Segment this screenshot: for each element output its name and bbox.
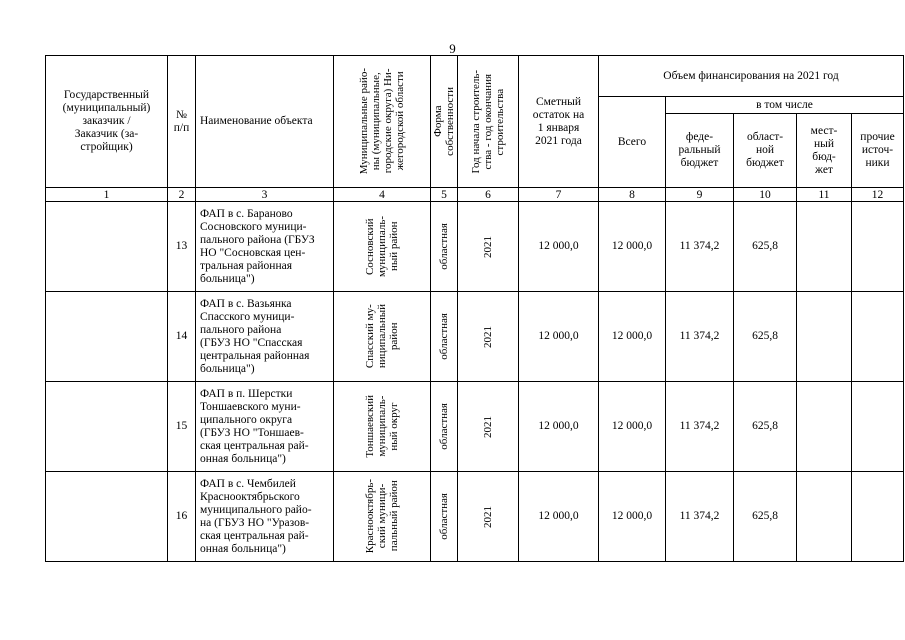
column-number: 10 bbox=[734, 188, 797, 202]
cell-ownership: областная bbox=[431, 292, 458, 382]
column-number: 6 bbox=[458, 188, 519, 202]
cell-federal: 11 374,2 bbox=[666, 472, 734, 562]
financing-table bbox=[45, 55, 904, 562]
cell-num: 13 bbox=[168, 202, 196, 292]
header-total: Всего bbox=[599, 97, 666, 188]
column-number: 1 bbox=[46, 188, 168, 202]
cell-object-name: ФАП в п. Шерстки Тоншаевского муни- ципального округа (ГБУЗ НО "Тоншаев- ская центральная рай- онная больница") bbox=[196, 382, 334, 472]
cell-year: 2021 bbox=[458, 292, 519, 382]
header-num: № п/п bbox=[168, 56, 196, 188]
column-number: 11 bbox=[797, 188, 852, 202]
table-row bbox=[46, 472, 904, 562]
column-number: 3 bbox=[196, 188, 334, 202]
column-number: 4 bbox=[334, 188, 431, 202]
cell-local bbox=[797, 382, 852, 472]
cell-other bbox=[852, 292, 904, 382]
header-districts: Муниципальные райо- ны (муниципальные, городские округа) Ни- жегородской области bbox=[334, 56, 431, 188]
cell-year: 2021 bbox=[458, 472, 519, 562]
table-row bbox=[46, 202, 904, 292]
column-number: 2 bbox=[168, 188, 196, 202]
header-regional: област- ной бюджет bbox=[734, 114, 797, 188]
header-row bbox=[46, 56, 904, 97]
cell-local bbox=[797, 472, 852, 562]
header-including: в том числе bbox=[666, 97, 904, 114]
cell-estimate: 12 000,0 bbox=[519, 292, 599, 382]
cell-num: 16 bbox=[168, 472, 196, 562]
cell-total: 12 000,0 bbox=[599, 382, 666, 472]
cell-other bbox=[852, 382, 904, 472]
cell-customer bbox=[46, 292, 168, 382]
cell-regional: 625,8 bbox=[734, 382, 797, 472]
header-customer: Государственный (муниципальный) заказчик / Заказчик (за- стройщик) bbox=[46, 56, 168, 188]
header-years: Год начала строитель- ства - год окончания строительства bbox=[458, 56, 519, 188]
cell-ownership: областная bbox=[431, 382, 458, 472]
table-row bbox=[46, 382, 904, 472]
cell-estimate: 12 000,0 bbox=[519, 382, 599, 472]
cell-federal: 11 374,2 bbox=[666, 382, 734, 472]
cell-regional: 625,8 bbox=[734, 292, 797, 382]
header-funding-volume: Объем финансирования на 2021 год bbox=[599, 56, 904, 97]
cell-total: 12 000,0 bbox=[599, 292, 666, 382]
header-ownership: Форма собственности bbox=[431, 56, 458, 188]
header-estimate: Сметный остаток на 1 января 2021 года bbox=[519, 56, 599, 188]
cell-local bbox=[797, 292, 852, 382]
cell-ownership: областная bbox=[431, 472, 458, 562]
cell-district: Тоншаевский муниципаль- ный округ bbox=[334, 382, 431, 472]
cell-total: 12 000,0 bbox=[599, 202, 666, 292]
cell-other bbox=[852, 202, 904, 292]
cell-customer bbox=[46, 382, 168, 472]
cell-local bbox=[797, 202, 852, 292]
cell-customer bbox=[46, 472, 168, 562]
table-row bbox=[46, 292, 904, 382]
column-number: 12 bbox=[852, 188, 904, 202]
cell-regional: 625,8 bbox=[734, 472, 797, 562]
cell-estimate: 12 000,0 bbox=[519, 472, 599, 562]
cell-object-name: ФАП в с. Бараново Сосновского муници- пального района (ГБУЗ НО "Сосновская цен- тральная районная больница") bbox=[196, 202, 334, 292]
cell-district: Спасский му- ниципальный район bbox=[334, 292, 431, 382]
cell-estimate: 12 000,0 bbox=[519, 202, 599, 292]
column-number: 8 bbox=[599, 188, 666, 202]
cell-num: 14 bbox=[168, 292, 196, 382]
header-object-name: Наименование объекта bbox=[196, 56, 334, 188]
cell-num: 15 bbox=[168, 382, 196, 472]
header-other: прочие источ- ники bbox=[852, 114, 904, 188]
cell-district: Сосновский муниципаль- ный район bbox=[334, 202, 431, 292]
cell-other bbox=[852, 472, 904, 562]
cell-district: Краснооктябрь- ский муници- пальный район bbox=[334, 472, 431, 562]
cell-federal: 11 374,2 bbox=[666, 292, 734, 382]
cell-year: 2021 bbox=[458, 382, 519, 472]
header-local: мест- ный бюд- жет bbox=[797, 114, 852, 188]
column-number: 7 bbox=[519, 188, 599, 202]
cell-customer bbox=[46, 202, 168, 292]
page-number: 9 bbox=[449, 41, 456, 56]
column-number-row bbox=[46, 188, 904, 202]
cell-year: 2021 bbox=[458, 202, 519, 292]
column-number: 5 bbox=[431, 188, 458, 202]
cell-object-name: ФАП в с. Вазьянка Спасского муници- пального района (ГБУЗ НО "Спасская центральная районная больница") bbox=[196, 292, 334, 382]
cell-ownership: областная bbox=[431, 202, 458, 292]
cell-regional: 625,8 bbox=[734, 202, 797, 292]
column-number: 9 bbox=[666, 188, 734, 202]
cell-total: 12 000,0 bbox=[599, 472, 666, 562]
cell-object-name: ФАП в с. Чембилей Краснооктябрьского муниципального райо- на (ГБУЗ НО "Уразов- ская центральная рай- онная больница") bbox=[196, 472, 334, 562]
cell-federal: 11 374,2 bbox=[666, 202, 734, 292]
header-federal: феде- ральный бюджет bbox=[666, 114, 734, 188]
